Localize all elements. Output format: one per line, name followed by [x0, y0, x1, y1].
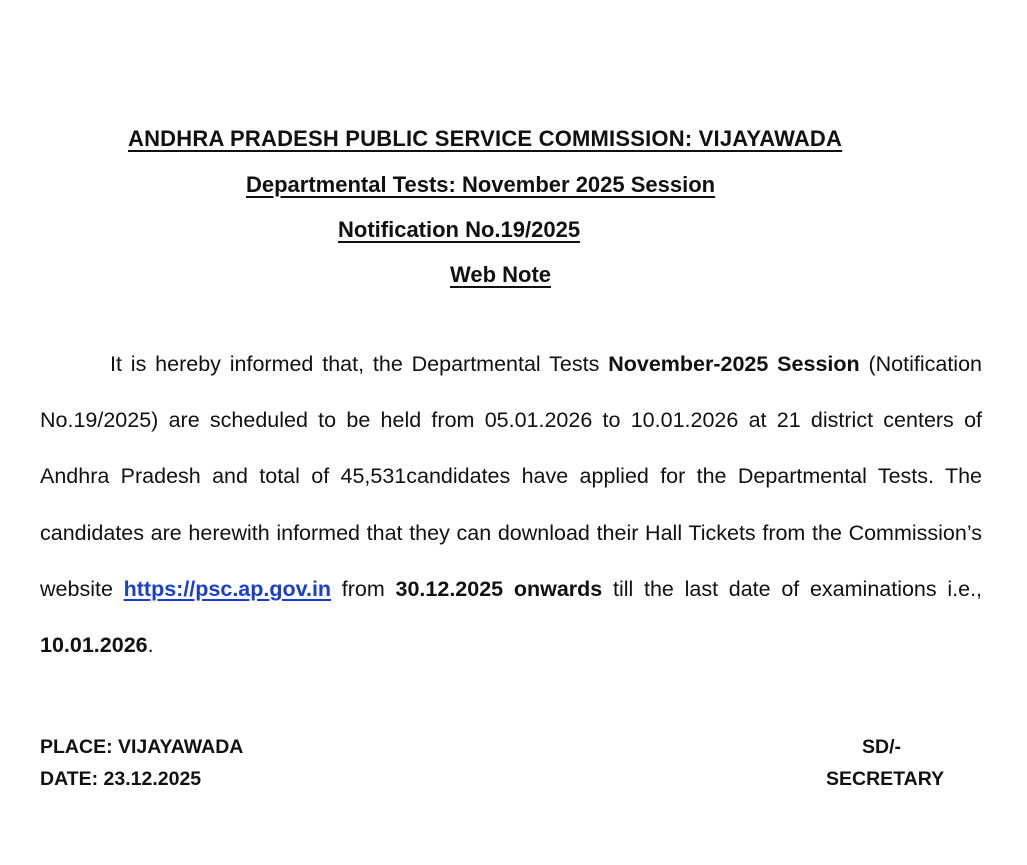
designation-label: SECRETARY [826, 768, 945, 790]
place-label: PLACE: VIJAYAWADA [40, 736, 244, 758]
body-text-5: . [147, 633, 154, 658]
date-label: DATE: 23.12.2025 [40, 768, 202, 790]
body-text-2: (Notification No.19/2025) are scheduled to be held from 05.01.2026 to 10.01.2026 at 21 district centers of Andhra Pradesh and total of 45,531candidates have applied for the Departmental Tests. The candidates are herewith informed that they can download their Hall Tickets from the Commission’s website [40, 352, 982, 601]
signature-mark: SD/- [862, 736, 901, 758]
commission-title: ANDHRA PRADESH PUBLIC SERVICE COMMISSION: VIJAYAWADA [128, 126, 843, 151]
website-link[interactable]: https://psc.ap.gov.in [123, 576, 332, 601]
body-text-1: It is hereby informed that, the Departmental Tests [110, 352, 609, 376]
body-text-4: till the last date of examinations i.e., [602, 576, 983, 601]
end-date-bold: 10.01.2026 [40, 633, 148, 658]
session-name-bold: November-2025 Session [608, 352, 860, 376]
notification-number: Notification No.19/2025 [338, 217, 581, 242]
session-title: Departmental Tests: November 2025 Session [246, 172, 716, 197]
body-text-3: from [331, 576, 396, 601]
notice-body [40, 336, 982, 673]
start-date-bold: 30.12.2025 onwards [395, 576, 603, 601]
web-note-title: Web Note [450, 262, 552, 287]
